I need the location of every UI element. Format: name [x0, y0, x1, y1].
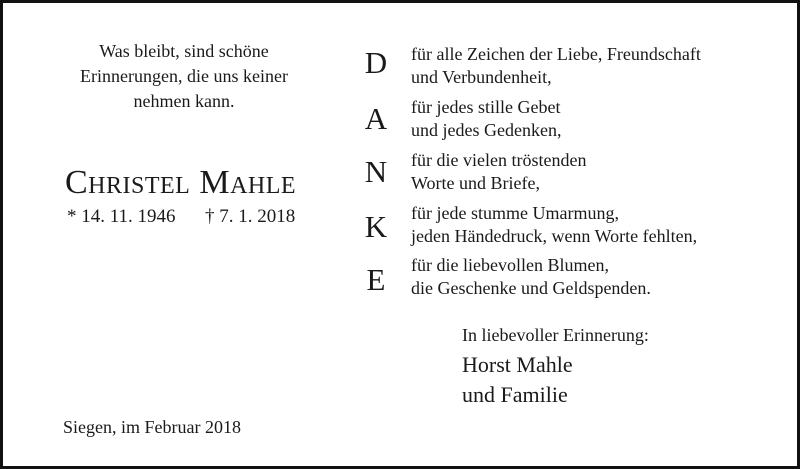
danke-letter-d: D: [364, 45, 388, 80]
memory-label: In liebevoller Erinnerung:: [462, 325, 649, 345]
thanks-line: für alle Zeichen der Liebe, Freundschaft: [411, 44, 701, 64]
thanks-line: Worte und Briefe,: [411, 173, 541, 193]
danke-letter-e: E: [366, 262, 386, 297]
signer-name: Horst Mahle: [462, 352, 573, 377]
thanks-line: jeden Händedruck, wenn Worte fehlten,: [411, 226, 698, 246]
quote-line: Was bleibt, sind schöne: [99, 41, 269, 61]
thanks-line: für jedes stille Gebet: [411, 97, 561, 117]
danke-letter-k: K: [364, 209, 388, 244]
thanks-line: für die liebevollen Blumen,: [411, 255, 609, 275]
birth-date: * 14. 11. 1946: [67, 206, 176, 227]
thanks-line: die Geschenke und Geldspenden.: [411, 278, 651, 298]
thanks-line: und Verbundenheit,: [411, 67, 552, 87]
danke-letter-a: A: [364, 101, 388, 136]
quote-line: Erinnerungen, die uns keiner: [80, 66, 288, 86]
thanks-line: für jede stumme Umarmung,: [411, 203, 619, 223]
memorial-quote: [53, 39, 315, 114]
danke-letter-n: N: [364, 154, 388, 189]
death-date: † 7. 1. 2018: [205, 206, 296, 227]
place-date: Siegen, im Februar 2018: [63, 417, 241, 437]
signer-family: und Familie: [462, 382, 568, 407]
deceased-name: Christel Mahle: [65, 164, 297, 201]
thanks-line: und jedes Gedenken,: [411, 120, 562, 140]
thanks-line: für die vielen tröstenden: [411, 150, 587, 170]
quote-line: nehmen kann.: [133, 91, 235, 111]
